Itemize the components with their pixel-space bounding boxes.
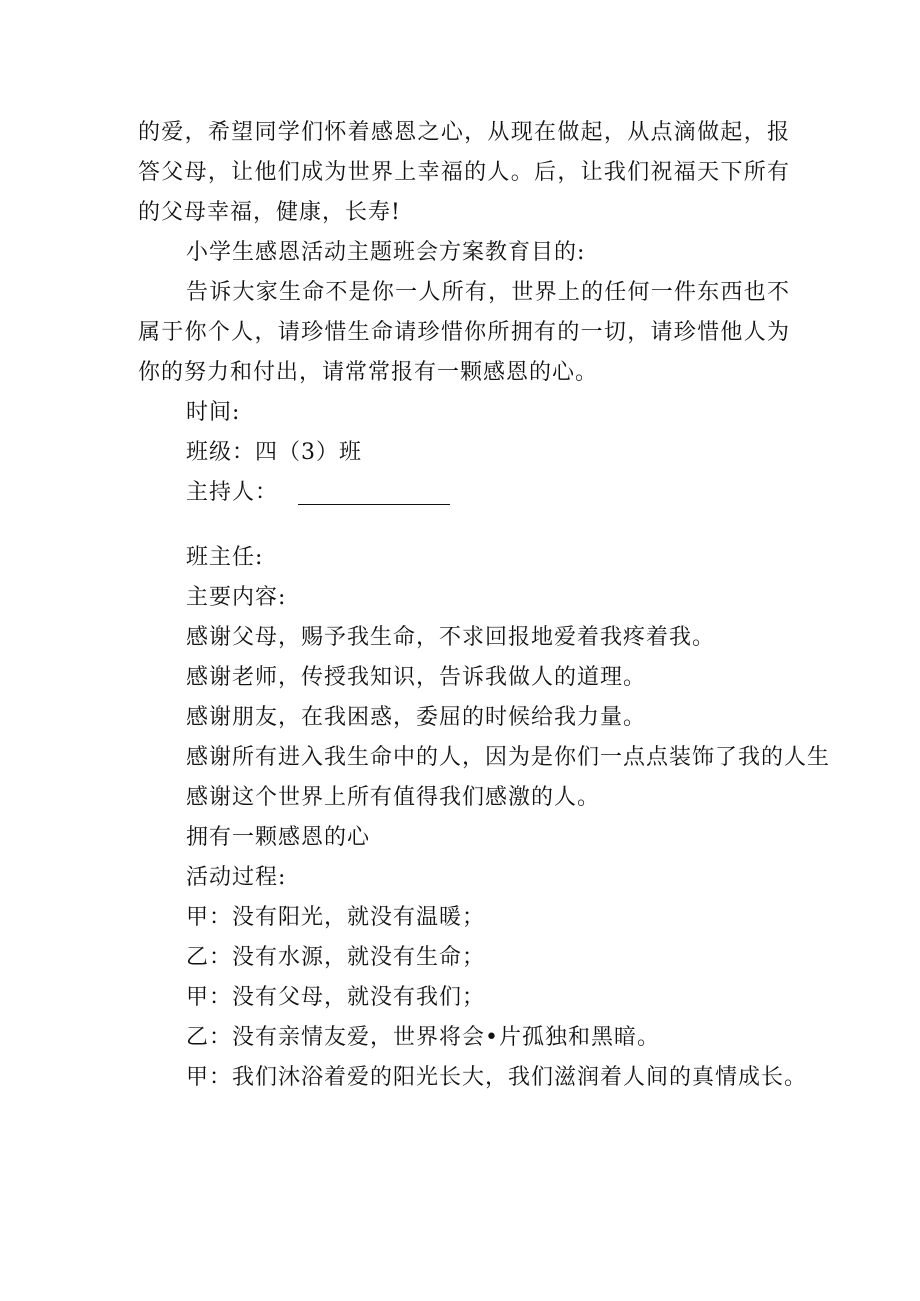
thanks-line: 感谢所有进入我生命中的人，因为是你们一点点装饰了我的人生 [186, 745, 831, 770]
dialogue-line: 乙：没有亲情友爱，世界将会•片孤独和黑暗。 [186, 1025, 660, 1050]
thanks-line: 感谢这个世界上所有值得我们感激的人。 [186, 785, 601, 810]
dialogue-line: 甲：没有父母，就没有我们； [186, 985, 486, 1010]
thanks-line: 感谢朋友，在我困惑，委屈的时候给我力量。 [186, 705, 647, 730]
host-row [138, 473, 790, 513]
dialogue-line: 甲：我们沐浴着爱的阳光长大，我们滋润着人间的真情成长。 [186, 1065, 808, 1090]
teacher-label: 班主任: [186, 545, 264, 570]
time-label: 时间: [186, 400, 241, 425]
dialogue-line: 甲：没有阳光，就没有温暖； [186, 905, 486, 930]
class-label: 班级：四（3）班 [186, 440, 362, 465]
purpose-paragraph: 告诉大家生命不是你一人所有，世界上的任何一件东西也不属于你个人，请珍惜生命请珍惜你所拥有的一切，请珍惜他人为你的努力和付出，请常常报有一颗感恩的心。 [138, 280, 790, 385]
theme-line: 拥有一颗感恩的心 [186, 825, 371, 850]
paragraph-continued: 的爱，希望同学们怀着感恩之心，从现在做起，从点滴做起，报答父母，让他们成为世界上幸福的人。后，让我们祝福天下所有的父母幸福，健康，长寿! [138, 120, 790, 225]
thanks-line: 感谢老师，传授我知识，告诉我做人的道理。 [186, 665, 647, 690]
thanks-line: 感谢父母，赐予我生命，不求回报地爱着我疼着我。 [186, 625, 716, 650]
dialogue-line: 乙：没有水源，就没有生命； [186, 945, 486, 970]
host-label: 主持人： [186, 480, 279, 505]
host-blank-line [298, 482, 450, 505]
document-body [138, 113, 831, 1098]
process-label: 活动过程: [186, 865, 287, 890]
content-label: 主要内容: [186, 585, 287, 610]
section-heading: 小学生感恩活动主题班会方案教育目的: [186, 240, 586, 265]
